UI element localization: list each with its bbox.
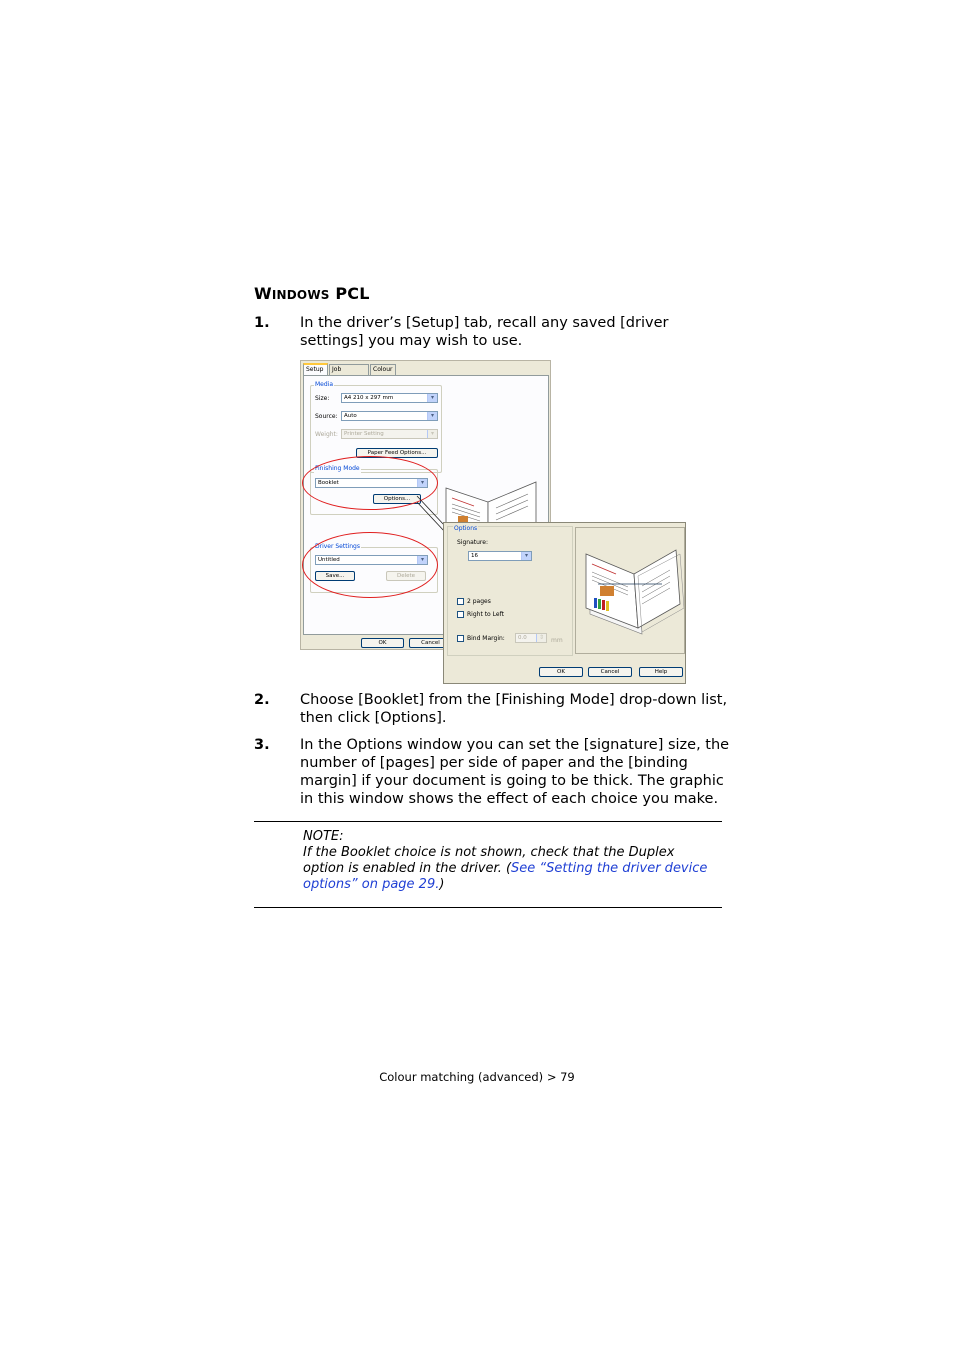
chevron-down-icon: ▾ bbox=[427, 412, 437, 420]
options-group-label: Options bbox=[454, 525, 478, 532]
weight-value: Printer Setting bbox=[344, 431, 384, 437]
right-to-left-label: Right to Left bbox=[467, 611, 504, 618]
bind-margin-spinner bbox=[515, 633, 547, 643]
step-text: Choose [Booklet] from the [Finishing Mode] drop-down list, then click [Options]. bbox=[300, 692, 728, 726]
chevron-down-icon: ▾ bbox=[427, 394, 437, 402]
chevron-down-icon: ▾ bbox=[417, 556, 427, 564]
bind-margin-unit: mm bbox=[551, 637, 563, 644]
source-label: Source: bbox=[315, 413, 338, 420]
options-ok-button[interactable]: OK bbox=[539, 667, 583, 677]
tab-colour[interactable]: Colour bbox=[370, 364, 396, 375]
size-value: A4 210 x 297 mm bbox=[344, 395, 394, 401]
finishing-options-button[interactable]: Options... bbox=[373, 494, 421, 504]
main-ok-button[interactable]: OK bbox=[361, 638, 404, 648]
spinner-arrows-icon: ⇕ bbox=[536, 634, 546, 642]
paper-feed-options-button[interactable]: Paper Feed Options... bbox=[356, 448, 438, 458]
step-number: 1. bbox=[254, 315, 270, 331]
note-top-rule bbox=[254, 821, 722, 822]
two-pages-label: 2 pages bbox=[467, 598, 491, 605]
options-help-button[interactable]: Help bbox=[639, 667, 683, 677]
bind-margin-label: Bind Margin: bbox=[467, 635, 505, 642]
signature-select[interactable] bbox=[468, 551, 532, 561]
bind-margin-value: 0.0 bbox=[518, 635, 527, 641]
note-label: NOTE: bbox=[303, 829, 344, 844]
right-to-left-checkbox[interactable] bbox=[457, 611, 464, 618]
booklet-preview-panel bbox=[575, 527, 685, 654]
finishing-mode-label: Finishing Mode bbox=[315, 465, 360, 472]
size-label: Size: bbox=[315, 395, 330, 402]
step-number: 3. bbox=[254, 737, 270, 753]
main-cancel-button[interactable]: Cancel bbox=[409, 638, 452, 648]
chevron-down-icon: ▾ bbox=[521, 552, 531, 560]
delete-settings-button: Delete bbox=[386, 571, 426, 581]
options-group bbox=[447, 526, 573, 656]
step-number: 2. bbox=[254, 692, 270, 708]
options-dialog bbox=[443, 522, 686, 684]
media-group-label: Media bbox=[315, 381, 334, 388]
booklet-preview-large bbox=[576, 528, 684, 653]
signature-label: Signature: bbox=[457, 539, 488, 546]
options-cancel-button[interactable]: Cancel bbox=[588, 667, 632, 677]
page-footer: Colour matching (advanced) > 79 bbox=[379, 1070, 575, 1084]
finishing-mode-value: Booklet bbox=[318, 480, 339, 486]
heading-suffix: PCL bbox=[329, 284, 370, 303]
chevron-down-icon: ▾ bbox=[427, 430, 437, 438]
bind-margin-checkbox[interactable] bbox=[457, 635, 464, 642]
driver-screenshot bbox=[300, 360, 686, 684]
heading-initial: W bbox=[254, 284, 272, 303]
heading-smallcaps: INDOWS bbox=[271, 288, 330, 302]
chevron-down-icon: ▾ bbox=[417, 479, 427, 487]
tab-setup[interactable]: Setup bbox=[303, 363, 328, 375]
section-heading bbox=[254, 284, 370, 303]
source-value: Auto bbox=[344, 413, 357, 419]
save-settings-button[interactable]: Save... bbox=[315, 571, 355, 581]
signature-value: 16 bbox=[471, 553, 478, 559]
driver-settings-value: Untitled bbox=[318, 557, 340, 563]
note-body bbox=[303, 845, 718, 893]
step-text: In the driver’s [Setup] tab, recall any saved [driver settings] you may wish to use. bbox=[300, 315, 669, 349]
driver-settings-label: Driver Settings bbox=[315, 543, 360, 550]
cross-reference-link[interactable]: See “Setting the driver device options” on page 29. bbox=[303, 861, 708, 892]
weight-label: Weight: bbox=[315, 431, 338, 438]
tab-job-options[interactable]: Job bbox=[329, 364, 369, 375]
note-text-end: ) bbox=[439, 877, 445, 892]
note-text: If the Booklet choice is not shown, check that the Duplex option is enabled in the driver. ( bbox=[303, 845, 675, 876]
step-text: In the Options window you can set the [signature] size, the number of [pages] per side of paper and the [binding margin] if your document is going to be thick. The graphic in this window shows the effect of each choice you make. bbox=[300, 737, 730, 807]
note-box bbox=[303, 829, 718, 893]
two-pages-checkbox[interactable] bbox=[457, 598, 464, 605]
note-bottom-rule bbox=[254, 907, 722, 908]
